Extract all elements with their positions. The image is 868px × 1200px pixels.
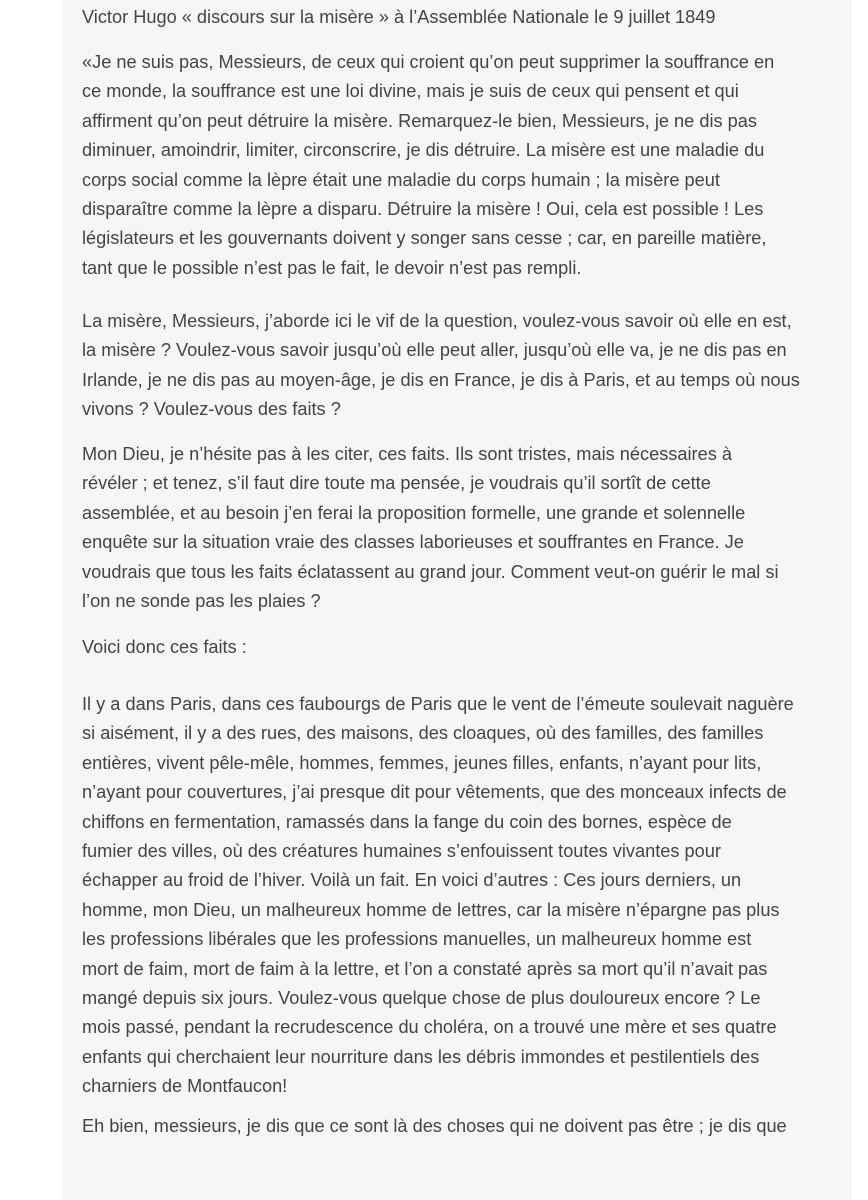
paragraph-line: entières, vivent pêle-mêle, hommes, femmes, jeunes filles, enfants, n’ayant pour lits, [82,752,762,773]
paragraph-1 [82,48,852,283]
paragraph-line: Voici donc ces faits : [82,637,247,657]
paragraph-line: chiffons en fermentation, ramassés dans la fange du coin des bornes, espèce de [82,811,732,832]
paragraph-5 [82,690,852,1101]
paragraph-line: l’on ne sonde pas les plaies ? [82,590,321,611]
paragraph-line: Irlande, je ne dis pas au moyen-âge, je dis en France, je dis à Paris, et au temps où nous [82,369,800,390]
paragraph-line: la misère ? Voulez-vous savoir jusqu’où elle peut aller, jusqu’où elle va, je ne dis pas en [82,340,787,361]
paragraph-line: affirment qu’on peut détruire la misère. Remarquez-le bien, Messieurs, je ne dis pas [82,110,757,131]
paragraph-line: fumier des villes, où des créatures humaines s’enfouissent toutes vivantes pour [82,840,721,861]
paragraph-line: vivons ? Voulez-vous des faits ? [82,399,341,420]
paragraph-line: disparaître comme la lèpre a disparu. Détruire la misère ! Oui, cela est possible ! Les [82,198,764,219]
paragraph-line: échapper au froid de l’hiver. Voilà un fait. En voici d’autres : Ces jours derniers, un [82,870,742,891]
paragraph-line: Mon Dieu, je n’hésite pas à les citer, ces faits. Ils sont tristes, mais nécessaires à [82,444,732,464]
article-title: Victor Hugo « discours sur la misère » à l’Assemblée Nationale le 9 juillet 1849 [82,7,716,27]
paragraph-line: La misère, Messieurs, j’aborde ici le vif de la question, voulez-vous savoir où elle en est, [82,311,792,331]
paragraph-line: révéler ; et tenez, s’il faut dire toute ma pensée, je voudrais qu’il sortît de cette [82,473,711,494]
paragraph-line: mort de faim, mort de faim à la lettre, et l’on a constaté après sa mort qu’il n’avait pas [82,958,768,979]
paragraph-6 [82,1112,852,1141]
paragraph-line: enquête sur la situation vraie des classes laborieuses et souffrantes en France. Je [82,532,744,553]
paragraph-line: mois passé, pendant la recrudescence du choléra, on a trouvé une mère et ses quatre [82,1017,777,1038]
paragraph-line: assemblée, et au besoin j’en ferai la proposition formelle, une grande et solennelle [82,502,746,523]
paragraph-line: ce monde, la souffrance est une loi divine, mais je suis de ceux qui pensent et qui [82,81,739,102]
paragraph-line: mangé depuis six jours. Voulez-vous quelque chose de plus douloureux encore ? Le [82,987,761,1008]
paragraph-line: charniers de Montfaucon! [82,1076,288,1097]
paragraph-line: diminuer, amoindrir, limiter, circonscrire, je dis détruire. La misère est une maladie du [82,140,765,161]
paragraph-line: Il y a dans Paris, dans ces faubourgs de Paris que le vent de l’émeute soulevait naguère [82,694,794,714]
paragraph-line: les professions libérales que les professions manuelles, un malheureux homme est [82,929,752,950]
paragraph-line: enfants qui cherchaient leur nourriture dans les débris immondes et pestilentiels des [82,1046,760,1067]
paragraph-line: n’ayant pour couvertures, j’ai presque dit pour vêtements, que des monceaux infects de [82,782,787,803]
paragraph-2 [82,307,852,425]
paragraph-line: tant que le possible n’est pas le fait, le devoir n’est pas rempli. [82,257,582,278]
paragraph-4 [82,633,852,662]
paragraph-line: homme, mon Dieu, un malheureux homme de lettres, car la misère n’épargne pas plus [82,899,780,920]
paragraph-line: si aisément, il y a des rues, des maisons, des cloaques, où des familles, des familles [82,723,764,744]
paragraph-line: voudrais que tous les faits éclatassent au grand jour. Comment veut-on guérir le mal si [82,561,779,582]
article-body [62,0,852,1200]
paragraph-line: «Je ne suis pas, Messieurs, de ceux qui croient qu’on peut supprimer la souffrance en [82,52,775,72]
paragraph-line: Eh bien, messieurs, je dis que ce sont là des choses qui ne doivent pas être ; je dis que [82,1116,787,1136]
paragraph-3 [82,440,852,616]
paragraph-line: corps social comme la lèpre était une maladie du corps humain ; la misère peut [82,169,720,190]
paragraph-line: législateurs et les gouvernants doivent y songer sans cesse ; car, en pareille matière, [82,228,767,249]
